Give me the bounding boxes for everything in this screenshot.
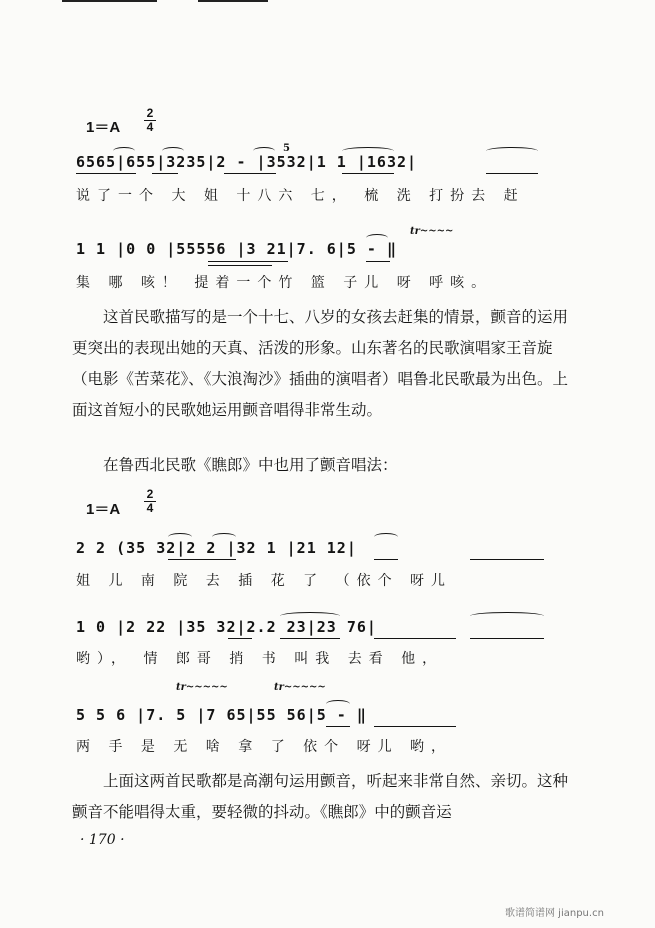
song1-row2-notes: 1 1 |0 0 |55556 |3 21|7. 6|5 - ‖ bbox=[76, 240, 397, 258]
song2-row2-lyrics: 哟）， 情 郎哥 捎 书 叫我 去看 他， bbox=[76, 651, 444, 667]
beam-line bbox=[168, 559, 236, 560]
beam-line bbox=[152, 173, 178, 174]
song2-time-signature bbox=[144, 489, 156, 514]
song2-row1-lyrics: 姐 儿 南 院 去 插 花 了 （依个 呀儿 bbox=[76, 573, 453, 589]
song1-time-top: 2 bbox=[146, 106, 154, 120]
slur bbox=[113, 147, 135, 155]
song1-row1-notes: 6565|655|3235|2 - |3532|1 1 |1632| bbox=[76, 153, 418, 171]
song2-time-bottom: 4 bbox=[146, 501, 154, 515]
song2-row1-notes: 2 2 (35 32|2 2 |32 1 |21 12| bbox=[76, 539, 357, 557]
paragraph-2 bbox=[72, 450, 577, 481]
song2-row3-trill-1: tr~~~~~ bbox=[176, 682, 228, 693]
song1-row1-grace-note: 5 bbox=[283, 143, 290, 154]
paragraph-3 bbox=[72, 766, 577, 828]
top-border-right bbox=[198, 0, 268, 2]
song2-time-top: 2 bbox=[146, 487, 154, 501]
beam-line bbox=[326, 726, 350, 727]
slur bbox=[374, 533, 398, 541]
song1-row2-trill: tr~~~~ bbox=[410, 226, 454, 237]
page-number: · 170 · bbox=[80, 832, 125, 848]
beam-line bbox=[374, 559, 398, 560]
song2-row3-lyrics: 两 手 是 无 啥 拿 了 依个 呀儿 哟， bbox=[76, 739, 453, 755]
beam-line bbox=[228, 638, 252, 639]
slur bbox=[366, 234, 388, 242]
paragraph-3-text: 上面这两首民歌都是高潮句运用颤音，听起来非常自然、亲切。这种颤音不能唱得太重，要轻微的抖动。《瞧郎》中的颤音运 bbox=[72, 772, 569, 821]
slur bbox=[326, 700, 350, 708]
beam-line bbox=[470, 638, 544, 639]
beam-line bbox=[208, 265, 272, 266]
slur bbox=[280, 612, 340, 620]
slur bbox=[486, 147, 538, 155]
song1-key: 1＝A bbox=[86, 119, 121, 136]
song2-key: 1＝A bbox=[86, 501, 121, 518]
paragraph-1-text: 这首民歌描写的是一个十七、八岁的女孩去赶集的情景，颤音的运用更突出的表现出她的天真、活泼的形象。山东著名的民歌演唱家王音旋（电影《苦菜花》、《大浪淘沙》插曲的演唱者）唱鲁北民歌最为出色。上面这首短小的民歌她运用颤音唱得非常生动。 bbox=[72, 308, 569, 419]
beam-line bbox=[280, 638, 340, 639]
beam-line bbox=[366, 261, 390, 262]
song2-row3-notes: 5 5 6 |7. 5 |7 65|55 56|5 - ‖ bbox=[76, 706, 367, 724]
song1-time-signature bbox=[144, 108, 156, 133]
beam-line bbox=[208, 261, 288, 262]
beam-line bbox=[374, 638, 456, 639]
slur bbox=[342, 147, 394, 155]
song1-row1-lyrics: 说了一个 大 姐 十八六 七， 梳 洗 打扮去 赶 bbox=[76, 188, 525, 204]
slur bbox=[162, 147, 184, 155]
beam-line bbox=[470, 559, 544, 560]
beam-line bbox=[76, 173, 136, 174]
beam-line bbox=[486, 173, 538, 174]
beam-line bbox=[342, 173, 394, 174]
watermark: 歌谱简谱网 jianpu.cn bbox=[505, 908, 604, 919]
paragraph-1 bbox=[72, 302, 577, 426]
slur bbox=[470, 612, 544, 620]
slur bbox=[168, 533, 192, 541]
song2-row3-trill-2: tr~~~~~ bbox=[274, 682, 326, 693]
song1-time-bottom: 4 bbox=[146, 120, 154, 134]
slur bbox=[253, 147, 275, 155]
beam-line bbox=[224, 173, 276, 174]
beam-line bbox=[374, 726, 456, 727]
slur bbox=[212, 533, 236, 541]
song2-row2-notes: 1 0 |2 22 |35 32|2.2 23|23 76| bbox=[76, 618, 377, 636]
song1-row2-lyrics: 集 哪 咳！ 提着一个竹 篮 子儿 呀 呼咳。 bbox=[76, 275, 493, 291]
paragraph-2-text: 在鲁西北民歌《瞧郎》中也用了颤音唱法： bbox=[103, 456, 398, 474]
top-border-left bbox=[62, 0, 157, 2]
